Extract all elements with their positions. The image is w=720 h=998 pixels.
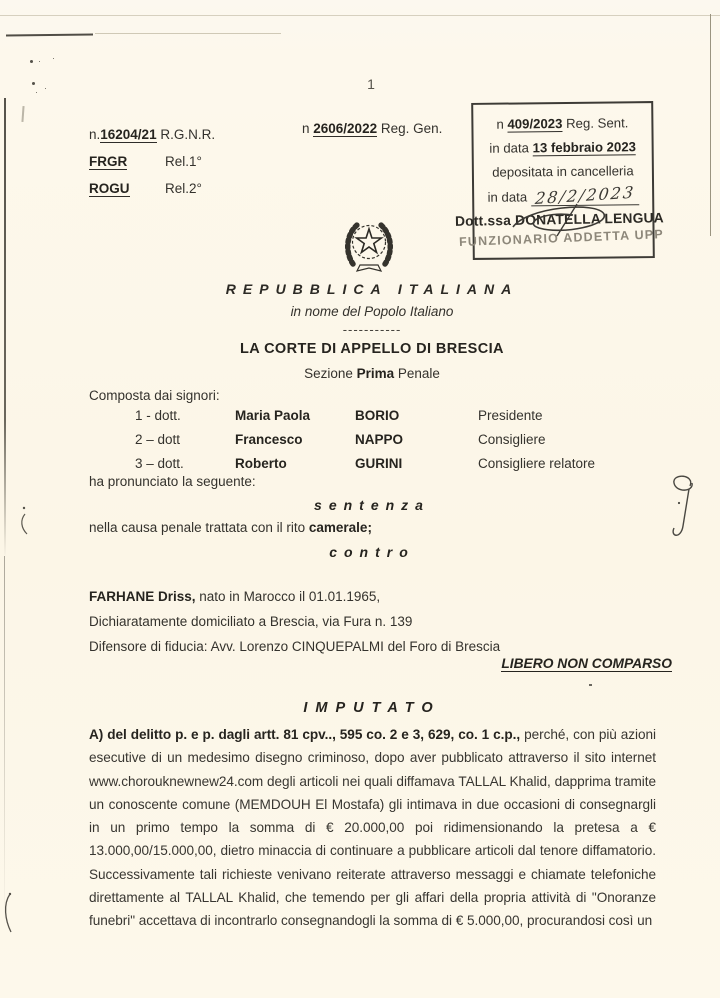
rogu-rel: Rel.2° bbox=[165, 181, 202, 196]
charge-paragraph bbox=[89, 723, 656, 933]
sentenza-heading: sentenza bbox=[314, 497, 430, 513]
section-suffix: Penale bbox=[394, 366, 440, 381]
member-first-name: Maria Paola bbox=[235, 408, 311, 423]
reg-gen-number: 2606/2022 bbox=[313, 121, 378, 136]
court-section bbox=[89, 366, 655, 381]
member-number: 1 - dott. bbox=[135, 408, 181, 423]
rogu-line bbox=[89, 175, 215, 202]
stamp-date-prefix: in data bbox=[489, 140, 533, 156]
panel-intro: Composta dai signori: bbox=[89, 388, 220, 403]
contro-heading: contro bbox=[329, 544, 415, 560]
reg-gen-line bbox=[302, 121, 442, 136]
scan-fold-line bbox=[0, 15, 720, 16]
stamp-decision-date bbox=[474, 138, 652, 157]
member-first-name: Francesco bbox=[235, 432, 303, 447]
defense-lawyer: Difensore di fiducia: Avv. Lorenzo CINQUEPALMI del Foro di Brescia bbox=[89, 639, 501, 654]
charge-lead: A) del delitto p. e p. dagli artt. 81 cpv.., 595 co. 2 e 3, 629, co. 1 c.p., bbox=[89, 727, 521, 742]
rgnr-line bbox=[89, 121, 215, 148]
frgr-line bbox=[89, 148, 215, 175]
rite-type: camerale; bbox=[308, 520, 372, 535]
frgr-rel: Rel.1° bbox=[165, 154, 202, 169]
in-name-of-people: in nome del Popolo Italiano bbox=[290, 304, 454, 319]
defendant-domicile: Dichiaratamente domiciliato a Brescia, via Fura n. 139 bbox=[89, 614, 413, 629]
stamp-n-prefix: n bbox=[496, 116, 508, 132]
margin-mark bbox=[21, 106, 24, 122]
court-name: LA CORTE DI APPELLO DI BRESCIA bbox=[240, 341, 504, 357]
panel-member-row bbox=[0, 432, 720, 454]
frgr-code: FRGR bbox=[89, 154, 128, 169]
stamp-date: 13 febbraio 2023 bbox=[532, 139, 637, 156]
register-numbers-left bbox=[89, 121, 215, 202]
page-left-edge-lower bbox=[4, 556, 5, 928]
member-number: 2 – dott bbox=[135, 432, 181, 447]
defendant-status bbox=[89, 656, 672, 671]
registrar-title: FUNZIONARIO ADDETTA UPP bbox=[458, 227, 665, 250]
defendant-name-line bbox=[89, 589, 380, 604]
page-number: 1 bbox=[367, 76, 375, 92]
republic-title: REPUBBLICA ITALIANA bbox=[225, 281, 519, 297]
section-number: Prima bbox=[356, 366, 395, 381]
registrar-name: Dott.ssa DONATELLA LENGUA bbox=[454, 210, 665, 229]
reg-gen-prefix: n bbox=[302, 121, 314, 136]
defendant-name: FARHANE Driss, bbox=[89, 589, 196, 604]
stamp-deposit-prefix: in data bbox=[487, 189, 531, 205]
reg-gen-suffix: Reg. Gen. bbox=[377, 121, 443, 136]
page-left-edge bbox=[4, 98, 6, 558]
member-number: 3 – dott. bbox=[135, 456, 184, 471]
handwritten-margin-glyph bbox=[664, 470, 700, 550]
ink-specks bbox=[30, 60, 33, 63]
panel-member-row bbox=[0, 408, 720, 430]
member-role: Presidente bbox=[478, 408, 543, 423]
section-prefix: Sezione bbox=[304, 366, 357, 381]
stamp-sentence-number bbox=[473, 114, 651, 133]
dashed-separator: ----------- bbox=[342, 322, 402, 337]
italy-emblem-icon bbox=[340, 218, 398, 272]
member-role: Consigliere relatore bbox=[478, 456, 596, 471]
member-last-name: NAPPO bbox=[355, 432, 404, 447]
charge-body: perché, con più azioni esecutive di un medesimo disegno criminoso, dopo aver pubblicato attraverso il sito internet www.chorouknewnew24.com degli articoli nei quali diffamava TALLAL Khalid, dapprima tramite un conoscente comune (MEMDOUH El Mostafa) gli intimava in due occasioni di consegnargli in un primo tempo la somma di € 20.000,00 poi ridimensionando la pretesa a € 13.000,00/15.000,00, dietro minaccia di continuare a pubblicare articoli dal tenore diffamatorio. Successivamente tali richieste venivano reiterate attraverso messaggi e chiamate telefoniche direttamente al TALLAL Khalid, che temendo per gli affari della propria attività di "Onoranze funebri" accettava di incontrarlo consegnandogli la somma di € 5.000,00, procurandosi così un bbox=[89, 727, 657, 929]
rgnr-number: 16204/21 bbox=[100, 127, 157, 142]
rite-line bbox=[89, 520, 372, 535]
handwritten-date: 28/2/2023 bbox=[533, 182, 636, 209]
scan-edge-mark-faint bbox=[95, 33, 281, 34]
charge-heading: IMPUTATO bbox=[303, 700, 441, 716]
member-first-name: Roberto bbox=[235, 456, 287, 471]
stamp-deposit-label: depositata in cancelleria bbox=[492, 163, 634, 180]
rogu-code: ROGU bbox=[89, 181, 130, 196]
margin-curl-mark bbox=[16, 506, 34, 538]
member-last-name: GURINI bbox=[355, 456, 403, 471]
rite-prefix: nella causa penale trattata con il rito bbox=[89, 520, 309, 535]
ink-dot bbox=[589, 684, 592, 686]
signature-scribble-icon bbox=[505, 199, 620, 241]
defendant-birth: nato in Marocco il 01.01.1965, bbox=[195, 589, 381, 604]
page-right-edge bbox=[710, 14, 711, 236]
bottom-edge-curl-mark bbox=[1, 892, 15, 936]
member-role: Consigliere bbox=[478, 432, 546, 447]
scan-edge-mark bbox=[6, 33, 93, 36]
stamp-n-suffix: Reg. Sent. bbox=[562, 115, 629, 132]
rgnr-prefix: n. bbox=[89, 127, 101, 142]
member-last-name: BORIO bbox=[355, 408, 400, 423]
panel-outro: ha pronunciato la seguente: bbox=[89, 474, 256, 489]
stamp-number: 409/2023 bbox=[507, 116, 563, 132]
rgnr-suffix: R.G.N.R. bbox=[156, 127, 216, 142]
defendant-status-text: LIBERO NON COMPARSO bbox=[501, 656, 672, 671]
